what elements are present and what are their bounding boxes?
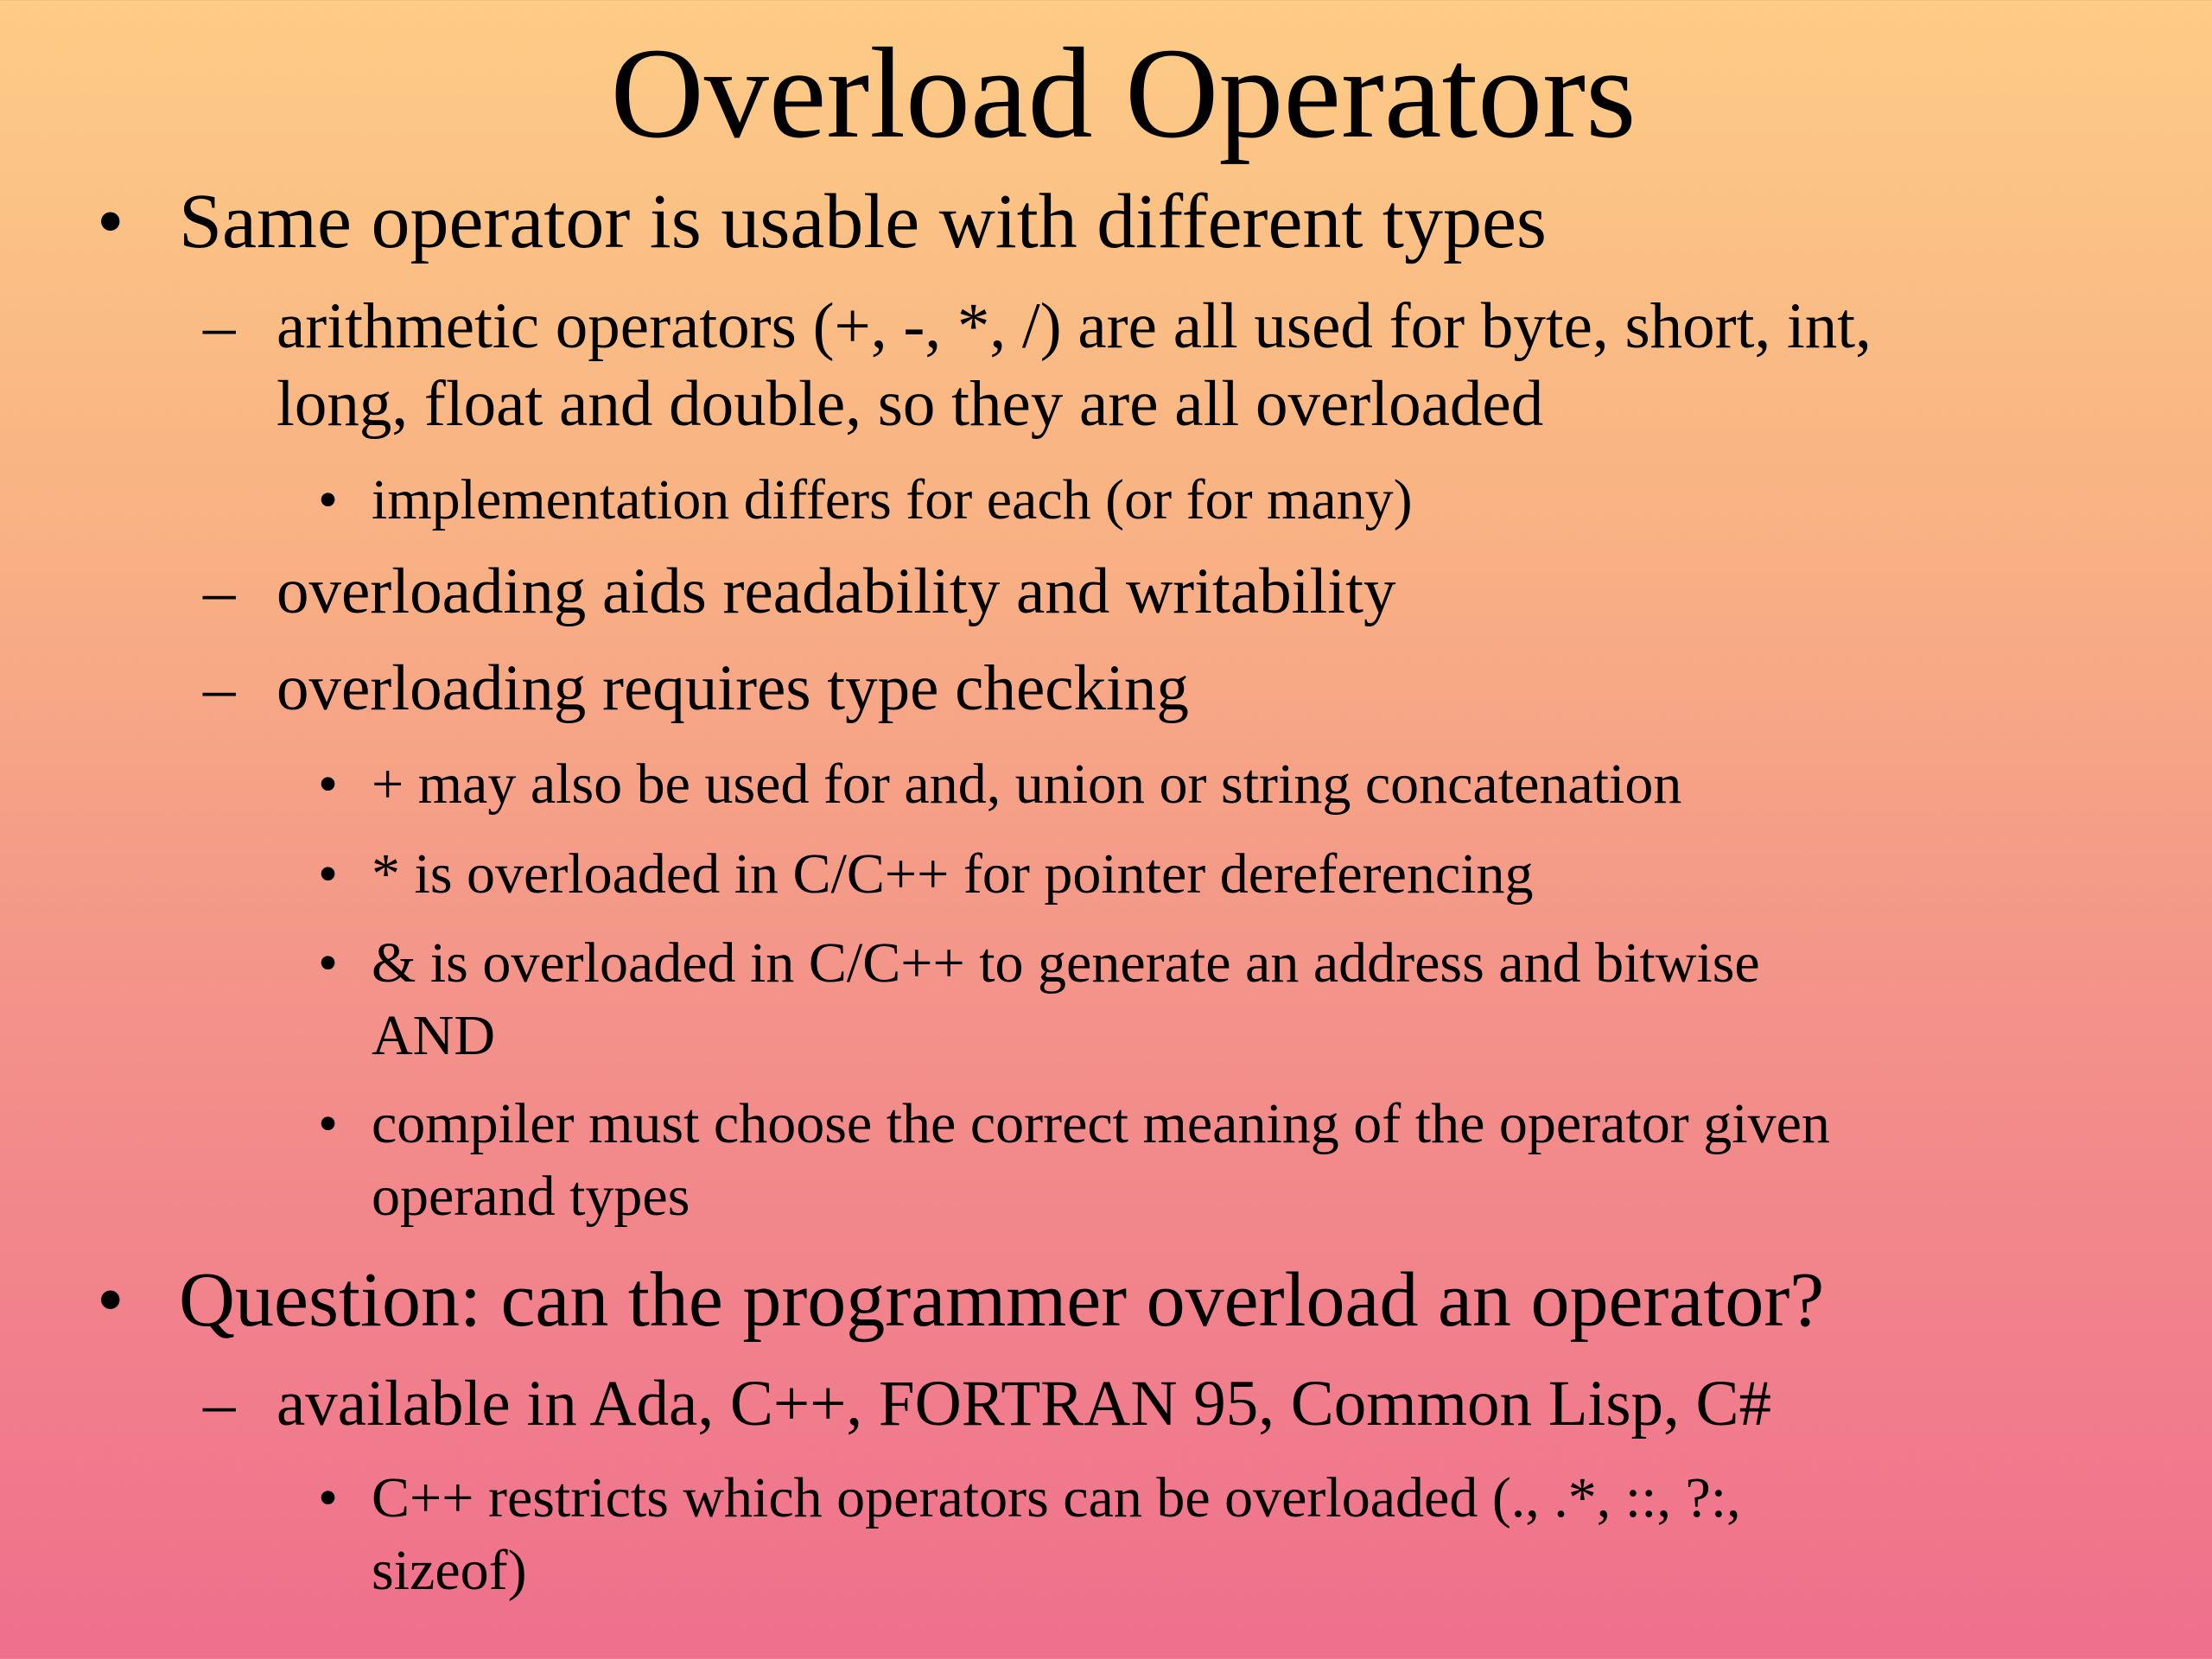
dash-item <box>203 553 1396 631</box>
bullet-text: Same operator is usable with different types <box>179 179 1547 264</box>
sub-bullet-marker: • <box>318 1466 339 1529</box>
sub-bullet-text-line-2: AND <box>372 1004 495 1068</box>
dash-marker: – <box>203 1368 236 1440</box>
sub-bullet-marker: • <box>318 1092 339 1155</box>
dash-text-line-2: long, float and double, so they are all overloaded <box>276 368 1544 440</box>
slide-title: Overload Operators <box>610 22 1637 165</box>
sub-bullet-text: + may also be used for and, union or string concatenation <box>372 753 1682 816</box>
dash-marker: – <box>203 652 236 724</box>
sub-bullet-item <box>318 927 1760 1073</box>
sub-bullet-item <box>318 748 1682 821</box>
sub-bullet-item <box>318 838 1534 911</box>
bullet-item <box>97 1257 1825 1343</box>
sub-bullet-item <box>318 1088 1830 1234</box>
sub-bullet-text-line-2: operand types <box>372 1165 690 1229</box>
dash-text: overloading aids readability and writability <box>276 556 1396 627</box>
dash-item <box>203 1365 1772 1443</box>
bullet-text: Question: can the programmer overload an operator? <box>179 1257 1825 1343</box>
sub-bullet-marker: • <box>318 842 339 906</box>
sub-bullet-text: implementation differs for each (or for many) <box>372 468 1413 531</box>
dash-item <box>203 288 1872 443</box>
bullet-item <box>97 179 1547 264</box>
dash-text: available in Ada, C++, FORTRAN 95, Common Lisp, C# <box>276 1368 1772 1440</box>
dash-marker: – <box>203 556 236 627</box>
bullet-marker: • <box>97 179 124 264</box>
bullet-marker: • <box>97 1257 124 1343</box>
sub-bullet-item <box>318 464 1413 537</box>
sub-bullet-text-line-2: sizeof) <box>372 1539 527 1603</box>
sub-bullet-marker: • <box>318 753 339 816</box>
dash-text-line-1: arithmetic operators (+, -, *, /) are all used for byte, short, int, <box>276 290 1872 362</box>
sub-bullet-text-line-1: & is overloaded in C/C++ to generate an address and bitwise <box>372 931 1760 995</box>
sub-bullet-marker: • <box>318 931 339 995</box>
sub-bullet-item <box>318 1462 1741 1608</box>
sub-bullet-text-line-1: C++ restricts which operators can be overloaded (., .*, ::, ?:, <box>372 1466 1741 1529</box>
dash-marker: – <box>203 290 236 362</box>
dash-item <box>203 650 1189 728</box>
sub-bullet-text-line-1: compiler must choose the correct meaning of the operator given <box>372 1092 1830 1155</box>
sub-bullet-marker: • <box>318 468 339 531</box>
sub-bullet-text: * is overloaded in C/C++ for pointer dereferencing <box>372 842 1534 906</box>
dash-text: overloading requires type checking <box>276 652 1189 724</box>
